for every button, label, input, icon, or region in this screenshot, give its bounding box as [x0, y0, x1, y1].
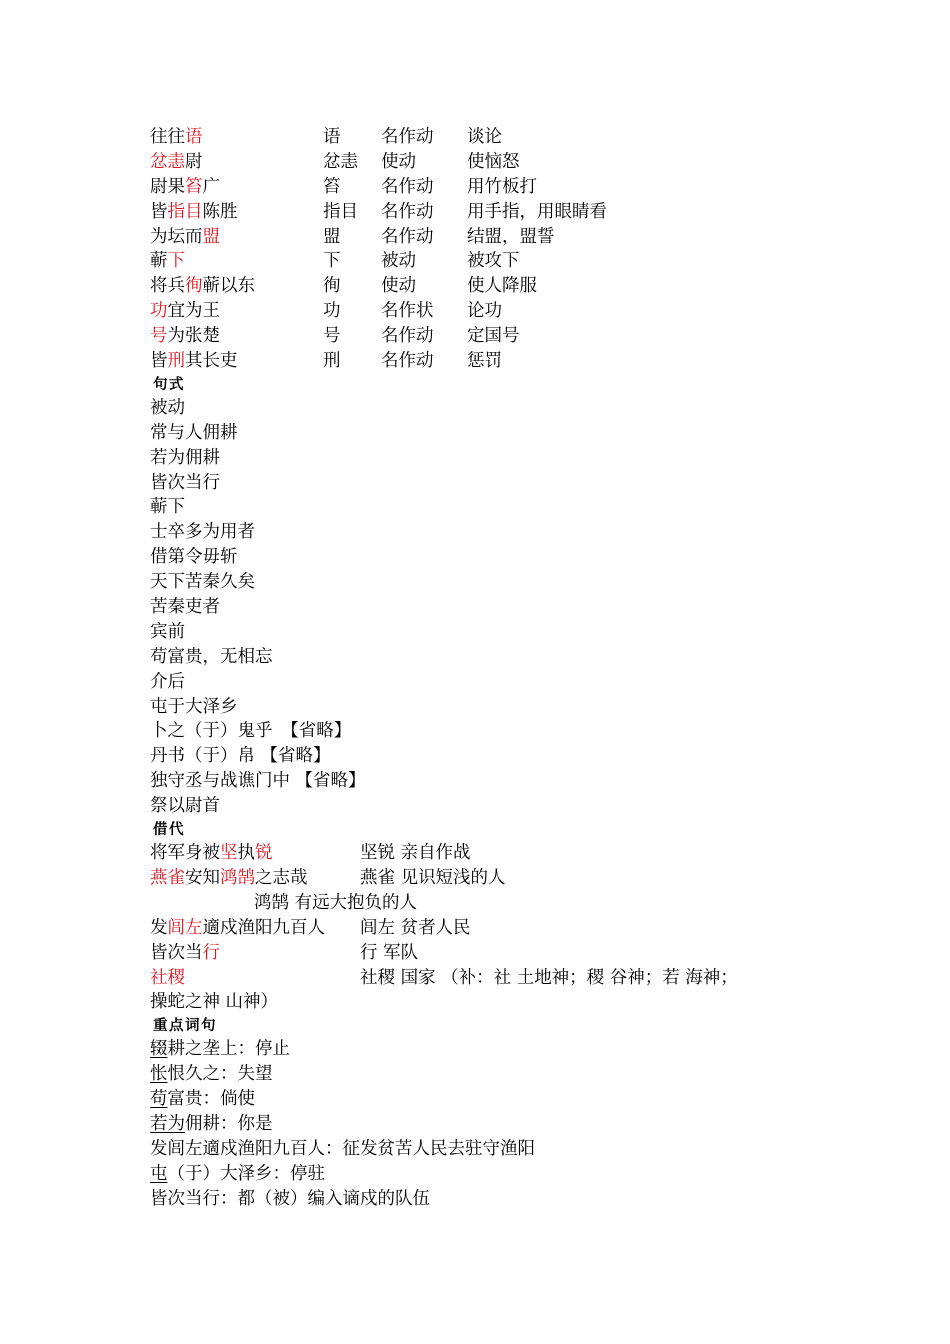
example-phrase: 将军身被坚执锐 — [150, 843, 273, 864]
metonymy-row — [150, 966, 830, 991]
list-item: 若为佣耕：你是 — [150, 1113, 273, 1134]
usage-row — [150, 125, 830, 150]
meaning: 惩罚 — [467, 351, 502, 372]
metonymy-note: 社稷 国家 （补：社 土地神；稷 谷神；若 海神； — [360, 967, 738, 988]
section-heading-key: 重点词句 — [153, 1017, 217, 1035]
example-phrase: 尉果笞广 — [150, 176, 220, 197]
usage-type: 名作动 — [381, 176, 434, 197]
meaning: 用竹板打 — [467, 176, 537, 197]
list-item: 祭以尉首 — [150, 796, 220, 817]
usage-row — [150, 249, 830, 274]
list-item: 丹书（于）帛 【省略】 — [150, 746, 331, 767]
list-item: 苦秦吏者 — [150, 597, 220, 618]
usage-type: 被动 — [381, 251, 416, 272]
meaning: 使人降服 — [467, 276, 537, 297]
meaning: 用手指，用眼睛看 — [467, 201, 607, 222]
list-item: 被动 — [150, 397, 185, 418]
list-item: 介后 — [150, 671, 185, 692]
list-item: 皆次当行 — [150, 472, 220, 493]
example-phrase: 将兵徇蕲以东 — [150, 276, 255, 297]
example-phrase: 为坛而盟 — [150, 226, 220, 247]
key-word: 号 — [323, 326, 341, 347]
metonymy-row — [150, 916, 830, 941]
usage-type: 使动 — [381, 151, 416, 172]
section-heading-metonymy: 借代 — [153, 821, 185, 839]
example-phrase: 燕雀安知鸿鹄之志哉 — [150, 867, 308, 888]
meaning: 谈论 — [467, 127, 502, 147]
meaning: 被攻下 — [467, 251, 520, 272]
metonymy-list — [150, 841, 830, 1015]
list-item: 苟富贵，无相忘 — [150, 646, 273, 667]
list-item: 士卒多为用者 — [150, 522, 255, 543]
usage-row — [150, 200, 830, 225]
key-list — [150, 1037, 830, 1211]
example-phrase: 往往语 — [150, 127, 203, 147]
key-word: 指目 — [323, 201, 358, 222]
key-word: 笞 — [323, 176, 341, 197]
usage-type: 名作动 — [381, 226, 434, 247]
metonymy-note: 闾左 贫者人民 — [360, 917, 471, 938]
sentence-list — [150, 396, 830, 819]
list-item: 蕲下 — [150, 497, 185, 518]
list-item: 天下苦秦久矣 — [150, 572, 255, 593]
example-phrase: 发闾左適戍渔阳九百人 — [150, 917, 325, 938]
example-phrase: 号为张楚 — [150, 326, 220, 347]
usage-row — [150, 175, 830, 200]
usage-type: 名作状 — [381, 301, 434, 322]
section-heading-sentence: 句式 — [153, 375, 185, 393]
list-item: 发闾左適戍渔阳九百人：征发贫苦人民去驻守渔阳 — [150, 1138, 535, 1159]
metonymy-note: 坚锐 亲自作战 — [360, 843, 471, 864]
metonymy-note: 行 军队 — [360, 942, 419, 963]
example-phrase: 皆次当行 — [150, 942, 220, 963]
list-item: 独守丞与战谯门中 【省略】 — [150, 771, 366, 792]
usage-row — [150, 324, 830, 349]
key-word: 下 — [323, 251, 341, 272]
list-item: 宾前 — [150, 621, 185, 642]
usage-table — [150, 125, 830, 374]
example-phrase: 忿恚尉 — [150, 151, 203, 172]
example-phrase: 皆指目陈胜 — [150, 201, 238, 222]
key-word: 功 — [323, 301, 341, 322]
usage-row — [150, 299, 830, 324]
metonymy-row — [150, 841, 830, 866]
example-phrase: 蕲下 — [150, 251, 185, 272]
usage-type: 名作动 — [381, 127, 434, 147]
example-phrase: 社稷 — [150, 967, 185, 988]
list-item: 辍耕之垄上：停止 — [150, 1039, 290, 1060]
list-item: 屯于大泽乡 — [150, 696, 238, 717]
usage-row — [150, 150, 830, 175]
list-item: 若为佣耕 — [150, 447, 220, 468]
usage-row — [150, 274, 830, 299]
metonymy-row — [150, 866, 830, 891]
list-item: 皆次当行：都（被）编入谪戍的队伍 — [150, 1188, 430, 1209]
metonymy-note: 燕雀 见识短浅的人 — [360, 867, 506, 888]
usage-type: 名作动 — [381, 351, 434, 372]
meaning: 定国号 — [467, 326, 520, 347]
usage-row — [150, 225, 830, 250]
example-phrase: 皆刑其长吏 — [150, 351, 238, 372]
key-word: 语 — [323, 127, 341, 147]
document-page — [150, 125, 830, 1212]
metonymy-note-continued: 操蛇之神 山神） — [150, 992, 279, 1013]
list-item: 苟富贵：倘使 — [150, 1089, 255, 1110]
list-item: 卜之（于）鬼乎 【省略】 — [150, 721, 352, 742]
key-word: 盟 — [323, 226, 341, 247]
key-word: 徇 — [323, 276, 341, 297]
list-item: 借第令毋斩 — [150, 547, 238, 568]
usage-type: 名作动 — [381, 201, 434, 222]
meaning: 论功 — [467, 301, 502, 322]
list-item: 怅恨久之：失望 — [150, 1064, 273, 1085]
metonymy-row — [150, 891, 830, 916]
example-phrase: 功宜为王 — [150, 301, 220, 322]
meaning: 结盟，盟誓 — [467, 226, 555, 247]
metonymy-row — [150, 941, 830, 966]
usage-type: 使动 — [381, 276, 416, 297]
list-item: 常与人佣耕 — [150, 422, 238, 443]
usage-row — [150, 349, 830, 374]
key-word: 忿恚 — [323, 151, 358, 172]
meaning: 使恼怒 — [467, 151, 520, 172]
metonymy-note: 鸿鹄 有远大抱负的人 — [254, 892, 418, 913]
list-item: 屯（于）大泽乡：停驻 — [150, 1163, 325, 1184]
usage-type: 名作动 — [381, 326, 434, 347]
key-word: 刑 — [323, 351, 341, 372]
